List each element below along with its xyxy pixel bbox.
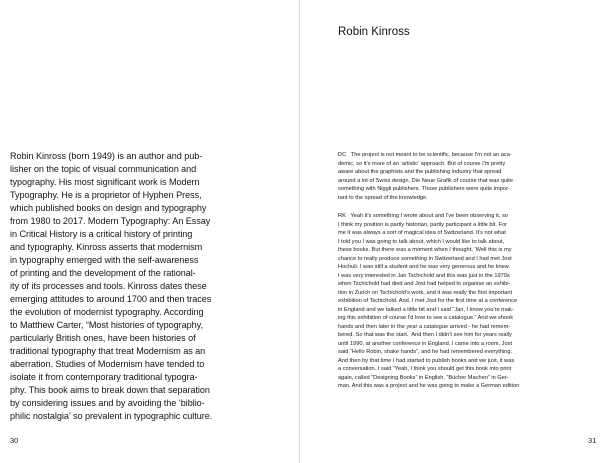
bio-line: in typography emerged with the self-awareness (10, 255, 199, 265)
interview-line: tion in Zurich on Tschichold's work, and it was really the first important (338, 289, 513, 296)
bio-line: lisher on the topic of visual communication and (10, 164, 197, 174)
interview-line: Hochuli. I was still a student and he was very generous and he knew (338, 264, 509, 270)
bio-line: Typography. He is a proprietor of Hyphen Press, (10, 190, 202, 200)
interview-line: said “Hello Robin, shake hands”, and he had remembered everything. (338, 349, 513, 355)
bio-line: philic nostalgia’ so prevalent in typographic culture. (10, 411, 213, 421)
bio-line: in Critical History is a critical history of printing (10, 229, 193, 239)
interview-line: a conversation. I said “Yeah, I think you should get this book into print (338, 366, 512, 372)
interview-line: demic, so it's more of an ‘artistic’ approach. But of course I'm pretty (338, 160, 506, 167)
interview-line: man. And this was a project and he was going to make a German edition (338, 383, 520, 389)
interview-paragraph (338, 212, 594, 391)
interview-line: around a lot of Swiss design, Die Neue Grafik of course that was quite (338, 177, 513, 184)
interview-line: these books. But there was a moment when I thought, ‘Well this is my (338, 247, 512, 253)
bio-line: ity of its processes and tools. Kinross dates these (10, 281, 207, 291)
bio-text (10, 150, 292, 423)
interview-line: until 1990, at another conference in England. I came into a room, Jost (338, 340, 513, 347)
bio-line: particularly British ones, have been histories of (10, 333, 196, 343)
interview-line: I was very interested in Jan Tschichold and this was just in the 1970s (338, 272, 510, 279)
bio-line: which published books on design and typography (10, 203, 207, 213)
interview-line: me it was always a sort of magical idea of Switzerland. It's not what (338, 230, 506, 236)
right-page (300, 0, 600, 463)
interview-text (338, 151, 594, 401)
bio-line: and typography. Kinross asserts that modernism (10, 242, 203, 252)
bio-line: traditional typography that treat Modernism as an (10, 346, 206, 356)
page-number-right: 31 (588, 436, 597, 445)
interview-line: aware about the graphists and the publishing industry that spread (338, 169, 502, 175)
bio-line: typography. His most significant work is Modern (10, 177, 200, 187)
bio-line: aberration. Studies of Modernism have tended to (10, 359, 205, 369)
page-number-left: 30 (10, 436, 19, 445)
interview-line: hands and then later in the year a catalogue arrived - he had remem- (338, 323, 511, 330)
interview-line: DC The project is not meant to be scientific, because I'm not an aca- (338, 152, 512, 158)
interview-line: RK Yeah it's something I wrote about and I've been observing it, so (338, 213, 508, 219)
bio-line: the evolution of modernist typography. According (10, 307, 204, 317)
interview-line: something with Niggli publishers. Those publishers were quite impor- (338, 186, 510, 192)
bio-line: from 1980 to 2017. Modern Typography: An Essay (10, 216, 211, 226)
interview-line: ing this exhibition of course I'd love to see a catalogue.” And we shook (338, 315, 514, 321)
bio-line: phy. This book aims to break down that separation (10, 385, 210, 395)
interview-paragraph (338, 151, 594, 202)
bio-line: by considering issues and by avoiding the ‘biblio- (10, 398, 205, 408)
interview-line: I told you I was going to talk about, which I would like to talk about, (338, 238, 505, 245)
bio-line: emerging attitudes to around 1700 and then traces (10, 294, 212, 304)
bio-line: Robin Kinross (born 1949) is an author and pub- (10, 151, 203, 161)
interview-line: chance to really produce something in Switzerland and I had met Jost (338, 255, 512, 262)
bio-line: of printing and the development of the rational- (10, 268, 196, 278)
interview-line: bered. So that was the start. And then I didn't see him for years really (338, 332, 512, 338)
interview-line: in England and we talked a little bit and I said “Jan, I know you're mak- (338, 306, 514, 313)
interview-line: exhibition of Tschichold. And, I met Jost for the first time at a conference (338, 298, 518, 304)
section-title: Robin Kinross (338, 26, 410, 38)
bio-line: to Matthew Carter, “Most histories of typography, (10, 320, 203, 330)
interview-line: when Tschichold had died and Jost had helped to organise an exhibi- (338, 281, 511, 287)
interview-line: tant to the spread of the knowledge. (338, 194, 428, 201)
bio-line: isolate it from contemporary traditional typogra- (10, 372, 198, 382)
interview-line: again, called “Designing Books” in English, “Bücher Machen” in Ger- (338, 374, 509, 381)
interview-line: And then by that time I had started to publish books and we just, it was (338, 357, 515, 364)
interview-line: I think my position is partly historian, partly participant a little bit. For (338, 221, 507, 228)
